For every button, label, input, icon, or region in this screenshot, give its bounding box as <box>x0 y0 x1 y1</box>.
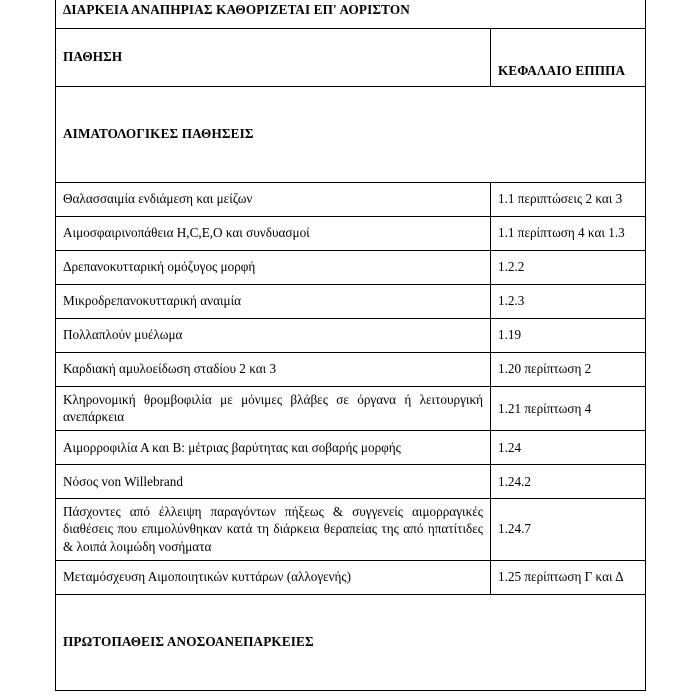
table-row <box>56 217 646 251</box>
chapter-code: 1.1 περίπτωση 4 και 1.3 <box>491 217 646 251</box>
condition-name: Καρδιακή αμυλοείδωση σταδίου 2 και 3 <box>56 353 491 387</box>
column-header-condition: ΠΑΘΗΣΗ <box>56 29 491 87</box>
table-row <box>56 560 646 594</box>
chapter-code: 1.24.7 <box>491 499 646 560</box>
condition-name: Δρεπανοκυτταρική ομόζυγος μορφή <box>56 251 491 285</box>
condition-name: Κληρονομική θρομβοφιλία με μόνιμες βλάβες σε όργανα ή λειτουργική ανεπάρκεια <box>56 387 491 431</box>
condition-name: Πάσχοντες από έλλειψη παραγόντων πήξεως & συγγενείς αιμορραγικές διαθέσεις που επιμολύνθηκαν κατά τη διάρκεια θεραπείας της από ηπατίτιδες & λοιπά λοιμώδη νοσήματα <box>56 499 491 560</box>
table-row <box>56 499 646 560</box>
section-heading-row <box>56 87 646 183</box>
condition-name: Μεταμόσχευση Αιμοποιητικών κυττάρων (αλλογενής) <box>56 560 491 594</box>
disability-table-container <box>55 0 645 691</box>
table-row <box>56 431 646 465</box>
condition-name: Πολλαπλούν μυέλωμα <box>56 319 491 353</box>
table-title-row <box>56 0 646 29</box>
table-row <box>56 387 646 431</box>
chapter-code: 1.24 <box>491 431 646 465</box>
table-row <box>56 251 646 285</box>
condition-name: Θαλασσαιμία ενδιάμεση και μείζων <box>56 183 491 217</box>
chapter-code: 1.19 <box>491 319 646 353</box>
table-row <box>56 285 646 319</box>
section-heading-row <box>56 594 646 690</box>
condition-name: Μικροδρεπανοκυτταρική αναιμία <box>56 285 491 319</box>
chapter-code: 1.2.3 <box>491 285 646 319</box>
condition-name: Νόσος von Willebrand <box>56 465 491 499</box>
table-row <box>56 465 646 499</box>
chapter-code: 1.2.2 <box>491 251 646 285</box>
condition-name: Αιμορροφιλία Α και Β: μέτριας βαρύτητας και σοβαρής μορφής <box>56 431 491 465</box>
table-title-banner: ΔΙΑΡΚΕΙΑ ΑΝΑΠΗΡΙΑΣ ΚΑΘΟΡΙΖΕΤΑΙ ΕΠ' ΑΟΡΙΣΤΟΝ <box>56 0 646 29</box>
table-row <box>56 183 646 217</box>
section-heading-primary-immunodeficiencies: ΠΡΩΤΟΠΑΘΕΙΣ ΑΝΟΣΟΑΝΕΠΑΡΚΕΙΕΣ <box>56 594 646 690</box>
column-header-chapter: ΚΕΦΑΛΑΙΟ ΕΠΠΠΑ <box>491 29 646 87</box>
chapter-code: 1.24.2 <box>491 465 646 499</box>
chapter-code: 1.21 περίπτωση 4 <box>491 387 646 431</box>
chapter-code: 1.1 περιπτώσεις 2 και 3 <box>491 183 646 217</box>
disability-conditions-table <box>55 0 646 691</box>
section-heading-hematology: ΑΙΜΑΤΟΛΟΓΙΚΕΣ ΠΑΘΗΣΕΙΣ <box>56 87 646 183</box>
condition-name: Αιμοσφαιρινοπάθεια H,C,E,O και συνδυασμοί <box>56 217 491 251</box>
table-row <box>56 319 646 353</box>
chapter-code: 1.25 περίπτωση Γ και Δ <box>491 560 646 594</box>
table-row <box>56 353 646 387</box>
chapter-code: 1.20 περίπτωση 2 <box>491 353 646 387</box>
table-header-row <box>56 29 646 87</box>
